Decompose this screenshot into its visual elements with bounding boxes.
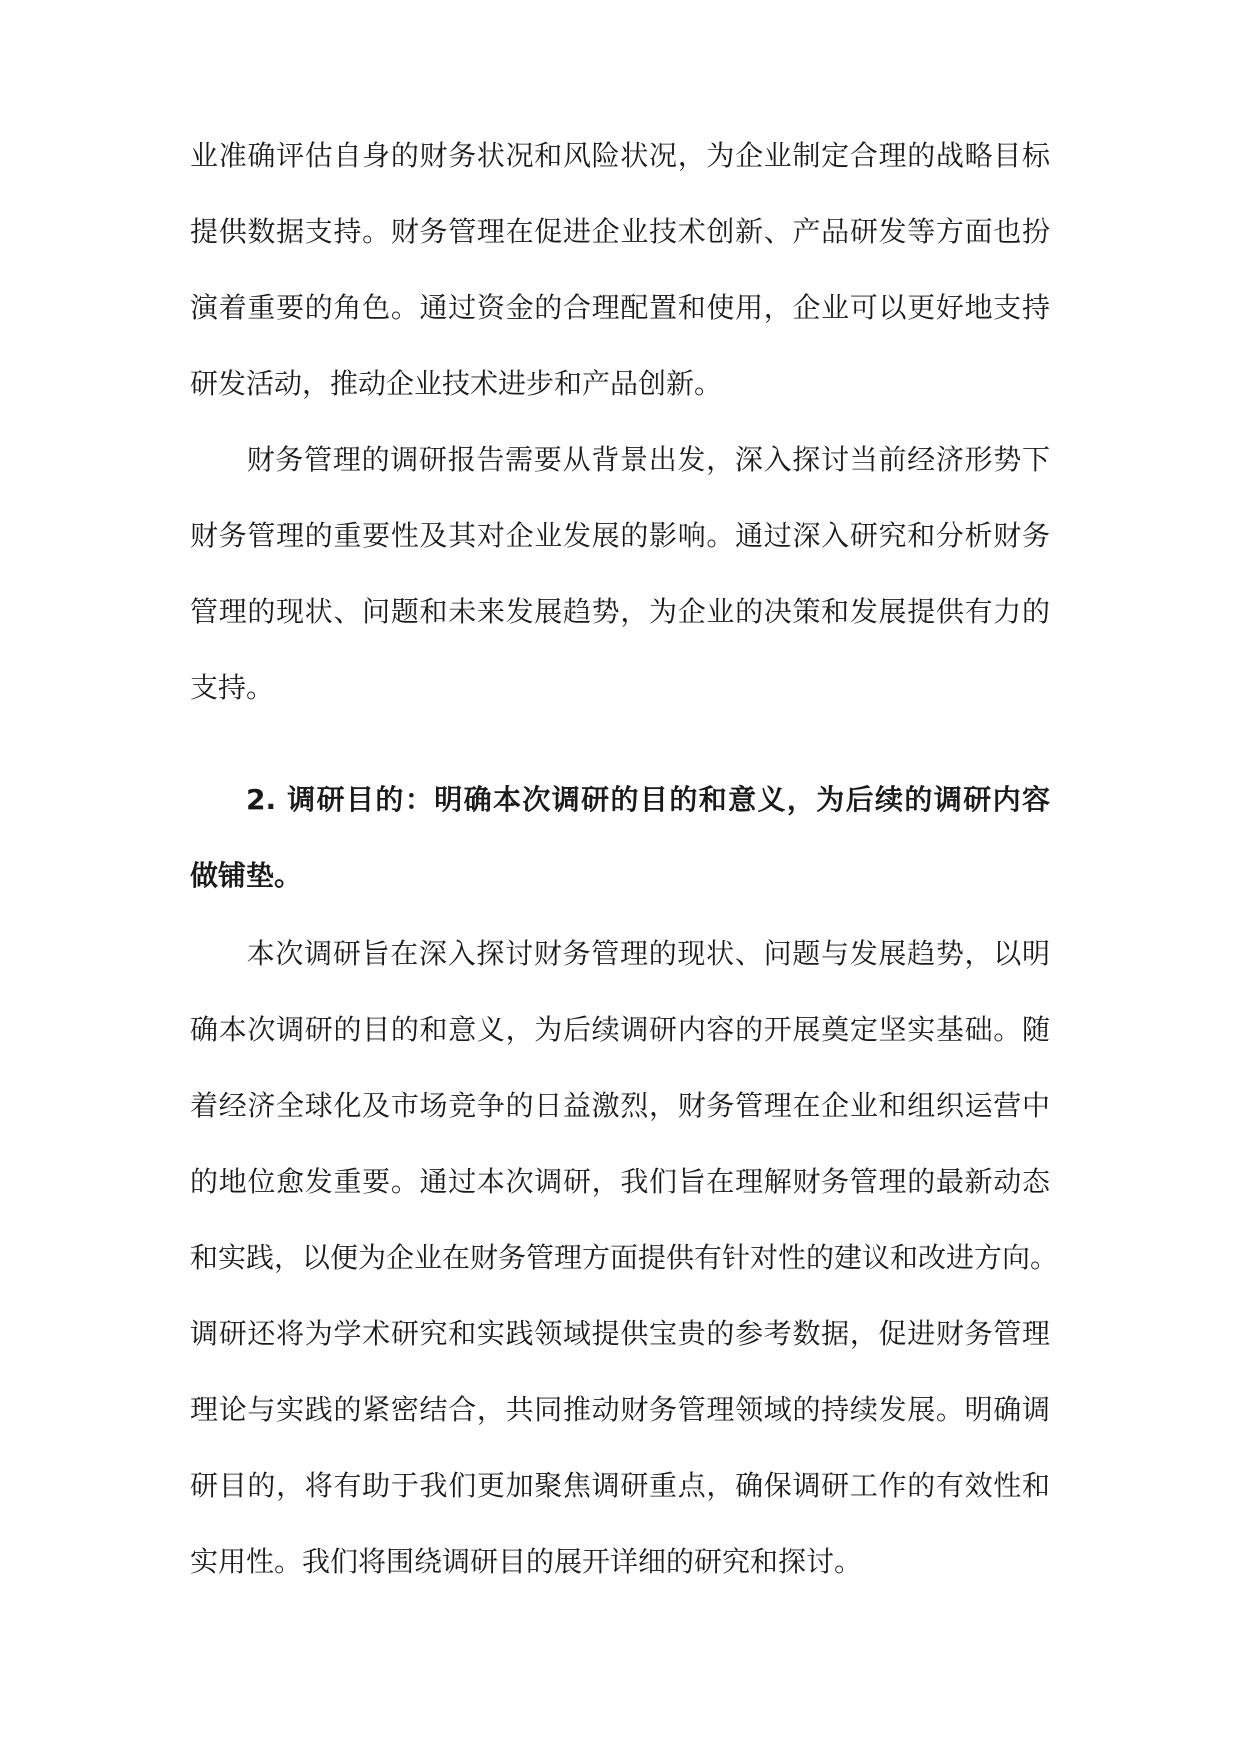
paragraph3-line-1-text: 本次调研旨在深入探讨财务管理的现状、问题与发展趋势，以明: [246, 937, 1050, 970]
section-heading-line-2: 做铺垫。: [190, 859, 303, 892]
paragraph1-line-2: 提供数据支持。财务管理在促进企业技术创新、产品研发等方面也扮: [190, 215, 1050, 248]
paragraph3-line-2: 确本次调研的目的和意义，为后续调研内容的开展奠定坚实基础。随: [190, 1013, 1050, 1046]
paragraph3-line-7: 理论与实践的紧密结合，共同推动财务管理领域的持续发展。明确调: [190, 1393, 1050, 1426]
section-heading-line-1: [190, 780, 1050, 820]
paragraph2-line-1: [190, 440, 1050, 480]
section-heading-line-1-text: 2. 调研目的：明确本次调研的目的和意义，为后续的调研内容: [246, 783, 1050, 816]
paragraph3-line-1: [190, 934, 1050, 974]
paragraph2-line-3: 管理的现状、问题和未来发展趋势，为企业的决策和发展提供有力的: [190, 595, 1050, 628]
paragraph2-line-4: 支持。: [190, 671, 275, 704]
paragraph3-line-3: 着经济全球化及市场竞争的日益激烈，财务管理在企业和组织运营中: [190, 1089, 1050, 1122]
paragraph1-line-1: 业准确评估自身的财务状况和风险状况，为企业制定合理的战略目标: [190, 139, 1050, 172]
paragraph2-line-1-text: 财务管理的调研报告需要从背景出发，深入探讨当前经济形势下: [246, 443, 1050, 476]
paragraph2-line-2: 财务管理的重要性及其对企业发展的影响。通过深入研究和分析财务: [190, 519, 1050, 552]
paragraph1-line-4: 研发活动，推动企业技术进步和产品创新。: [190, 367, 723, 400]
paragraph1-line-3: 演着重要的角色。通过资金的合理配置和使用，企业可以更好地支持: [190, 291, 1050, 324]
paragraph3-line-5: 和实践，以便为企业在财务管理方面提供有针对性的建议和改进方向。: [190, 1241, 1059, 1274]
paragraph3-line-4: 的地位愈发重要。通过本次调研，我们旨在理解财务管理的最新动态: [190, 1165, 1050, 1198]
paragraph3-line-8: 研目的，将有助于我们更加聚焦调研重点，确保调研工作的有效性和: [190, 1469, 1050, 1502]
paragraph3-line-9: 实用性。我们将围绕调研目的展开详细的研究和探讨。: [190, 1545, 863, 1578]
paragraph3-line-6: 调研还将为学术研究和实践领域提供宝贵的参考数据，促进财务管理: [190, 1317, 1050, 1350]
